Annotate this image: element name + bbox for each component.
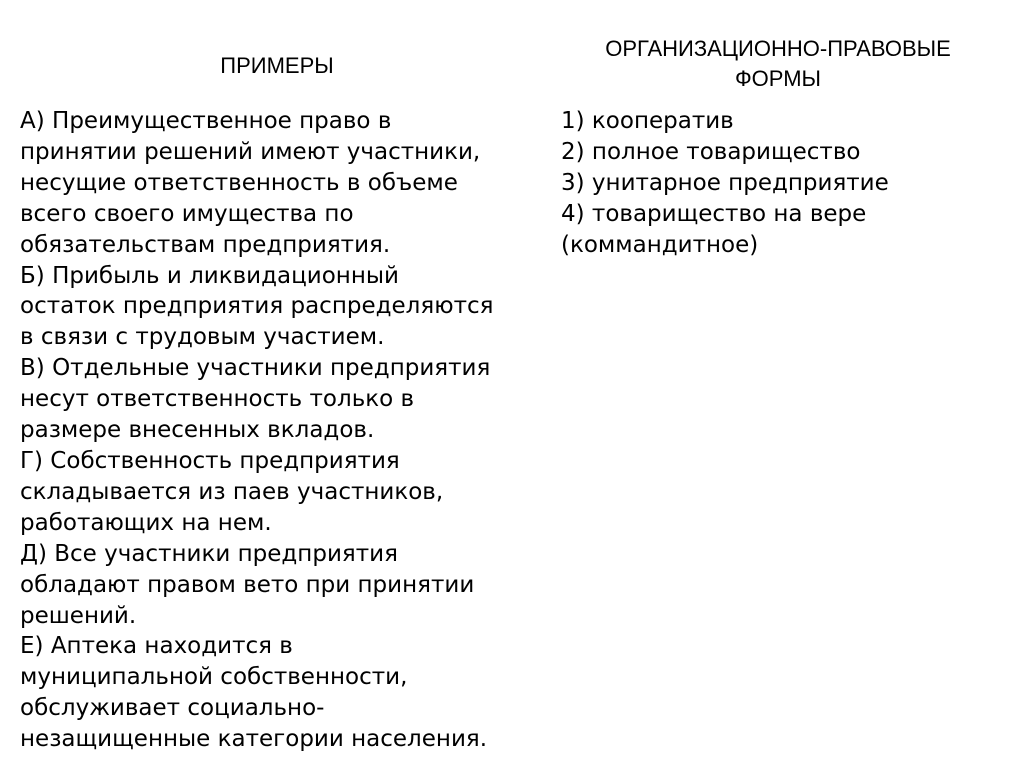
forms-item: 3) унитарное предприятие (561, 169, 889, 196)
examples-line: работающих на нем. (20, 509, 272, 536)
examples-line: А) Преимущественное право в (20, 108, 392, 134)
examples-list (20, 106, 550, 755)
examples-line: обязательствам предприятия. (20, 231, 391, 258)
examples-line: муниципальной собственности, (20, 664, 408, 691)
examples-line: остаток предприятия распределяются (20, 293, 494, 320)
examples-line: несущие ответственность в объеме (20, 169, 458, 196)
examples-line: в связи с трудовым участием. (20, 324, 385, 351)
forms-list (561, 106, 1011, 261)
examples-line: обслуживает социально- (20, 695, 325, 722)
examples-line: обладают правом вето при принятии (20, 571, 475, 598)
forms-item: 1) кооператив (561, 108, 734, 134)
examples-line: всего своего имущества по (20, 200, 354, 227)
forms-heading-line-2: ФОРМЫ (734, 66, 822, 91)
examples-line: Г) Собственность предприятия (20, 447, 400, 474)
examples-line: Б) Прибыль и ликвидационный (20, 262, 399, 289)
forms-heading-line-1: ОРГАНИЗАЦИОННО-ПРАВОВЫЕ (605, 36, 951, 61)
forms-item: 4) товарищество на вере (561, 200, 867, 227)
examples-line: Е) Аптека находится в (20, 633, 293, 660)
forms-heading (548, 34, 1008, 94)
examples-line: незащищенные категории населения. (20, 726, 488, 753)
forms-item: (коммандитное) (561, 231, 759, 258)
examples-heading: ПРИМЕРЫ (220, 53, 334, 78)
examples-line: складывается из паев участников, (20, 478, 444, 505)
forms-item: 2) полное товарищество (561, 138, 861, 165)
examples-line: принятии решений имеют участники, (20, 138, 481, 165)
examples-line: несут ответственность только в (20, 386, 415, 413)
examples-line: В) Отдельные участники предприятия (20, 355, 491, 382)
examples-line: решений. (20, 602, 137, 629)
examples-line: размере внесенных вкладов. (20, 417, 375, 444)
examples-line: Д) Все участники предприятия (20, 540, 398, 567)
